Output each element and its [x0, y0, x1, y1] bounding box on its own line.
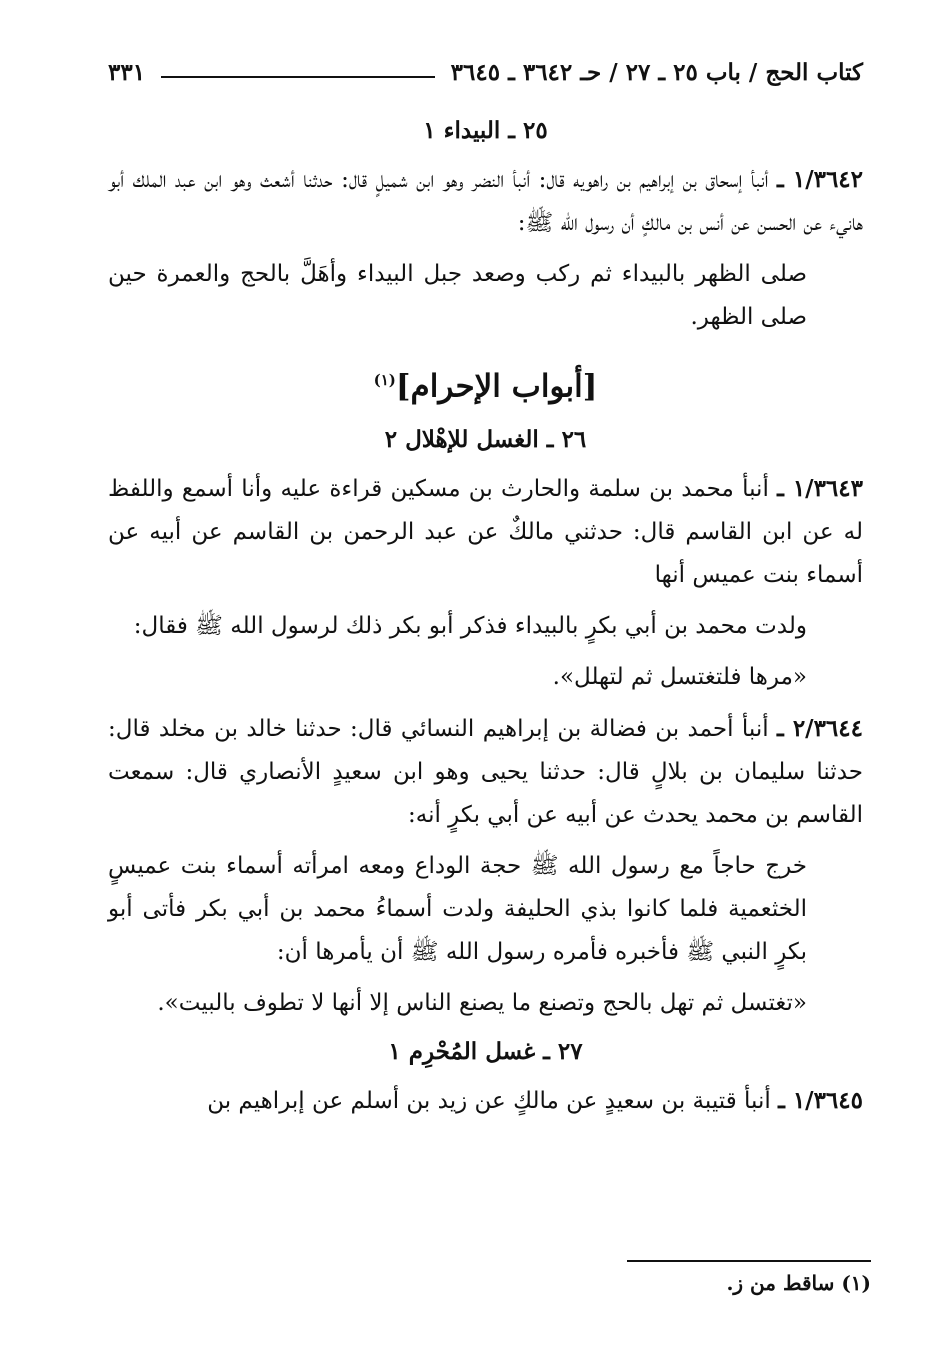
hadith-number: ١/٣٦٤٥ ـ	[778, 1087, 863, 1115]
page-number: ٣٣١	[108, 58, 146, 86]
header-rule	[161, 76, 435, 78]
section-title-25: ٢٥ ـ البيداء ١	[423, 117, 548, 144]
hadith-isnad: أنبأ أحمد بن فضالة بن إبراهيم النسائي قال: حدثنا خالد بن مخلد قال: حدثنا سليمان بن بلالٍ قال: حدثنا يحيى وهو ابن سعيدٍ الأنصاري قال: سمعت القاسم بن محمد يحدث عن أبيه عن أبي بكرٍ أنه:	[108, 716, 863, 829]
hadith-3643-matn: ولدت محمد بن أبي بكرٍ بالبيداء فذكر أبو بكر ذلك لرسول الله ﷺ فقال:	[133, 613, 807, 640]
footnote-rule	[627, 1260, 871, 1262]
hadith-3644	[108, 707, 863, 837]
footnote-ref: (١)	[373, 371, 396, 389]
section-title-26: ٢٦ ـ الغسل للإهْلال ٢	[384, 426, 587, 454]
page-header	[108, 52, 863, 92]
hadith-3645	[108, 1079, 863, 1123]
hadith-number: ١/٣٦٤٢ ـ	[776, 166, 864, 193]
part-title	[108, 355, 863, 411]
hadith-3642-matn: صلى الظهر بالبيداء ثم ركب وصعد جبل البيداء وأهَلَّ بالحج والعمرة حين صلى الظهر.	[108, 261, 807, 330]
hadith-3642	[108, 158, 863, 245]
hadith-number: ٢/٣٦٤٤ ـ	[777, 715, 863, 743]
hadith-isnad: أنبأ قتيبة بن سعيدٍ عن مالكٍ عن زيد بن أسلم عن إبراهيم بن	[207, 1088, 771, 1115]
part-title-text: [أبواب الإحرام]	[395, 368, 598, 405]
hadith-3644-matn-quote: «تغتسل ثم تهل بالحج وتصنع ما يصنع الناس إلا أنها لا تطوف بالبيت».	[157, 990, 807, 1017]
hadith-3643-matn-quote: «مرها فلتغتسل ثم لتهلل».	[552, 664, 807, 691]
page-body	[108, 108, 863, 1123]
hadith-number: ١/٣٦٤٣ ـ	[777, 475, 863, 503]
section-title-27: ٢٧ ـ غسل المُحْرِم ١	[388, 1038, 583, 1066]
footnote: (١) ساقط من ز.	[726, 1271, 871, 1295]
running-title: كتاب الحج / باب ٢٥ ـ ٢٧ / حـ ٣٦٤٢ ـ ٣٦٤٥	[450, 58, 863, 86]
hadith-3644-matn: خرج حاجاً مع رسول الله ﷺ حجة الوداع ومعه امرأته أسماء بنت عميسٍ الخثعمية فلما كانوا بذي الحليفة ولدت أسماءُ محمد بن أبي بكر فأتى أبو بكرٍ النبي ﷺ فأخبره فأمره رسول الله ﷺ أن يأمرها أن:	[108, 853, 807, 966]
hadith-3643	[108, 467, 863, 597]
hadith-isnad: أنبأ إسحاق بن إبراهيم بن راهويه قال: أنبأ النضر وهو ابن شميلٍ قال: حدثنا أشعث وهو ابن عبد الملك أبو هانيء عن الحسن عن أنس بن مالكٍ أن رسول الله ﷺ:	[108, 167, 863, 236]
hadith-isnad: أنبأ محمد بن سلمة والحارث بن مسكين قراءة عليه وأنا أسمع واللفظ له عن ابن القاسم قال: حدثني مالكٌ عن عبد الرحمن بن القاسم عن أبيه عن أسماء بنت عميس أنها	[108, 476, 863, 589]
